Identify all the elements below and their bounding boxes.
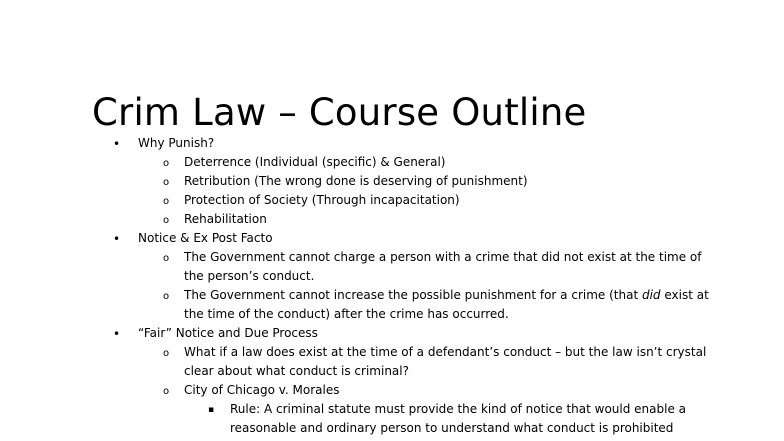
outline-subitem-no-charge-line-1: The Government cannot charge a person with a crime that did not exist at the time of <box>184 250 702 264</box>
outline-item-why-punish: Why Punish? <box>138 136 215 150</box>
bullet-icon: • <box>113 232 121 246</box>
outline-subitem-protection: Protection of Society (Through incapacitation) <box>184 193 460 207</box>
outline-item-fair-notice: “Fair” Notice and Due Process <box>138 326 318 340</box>
sub-bullet-icon: o <box>163 158 170 169</box>
outline-subitem-deterrence: Deterrence (Individual (specific) & General) <box>184 155 446 169</box>
sub-bullet-icon: o <box>163 177 170 188</box>
outline-subsubitem-rule-line-1: Rule: A criminal statute must provide the kind of notice that would enable a <box>230 402 687 416</box>
sub-bullet-icon: o <box>163 348 170 359</box>
outline-subitem-rehabilitation: Rehabilitation <box>184 212 267 226</box>
outline-subitem-no-charge-line-2: the person’s conduct. <box>184 269 315 283</box>
bullet-icon: • <box>113 327 121 341</box>
slide-title: Crim Law – Course Outline <box>92 91 587 134</box>
bullet-icon: • <box>113 137 121 151</box>
outline-subitem-no-increase-line-2: the time of the conduct) after the crime has occurred. <box>184 307 509 321</box>
sub-bullet-icon: o <box>163 196 170 207</box>
sub-bullet-icon: o <box>163 291 170 302</box>
sub-bullet-icon: o <box>163 253 170 264</box>
text-run: The Government cannot increase the possible punishment for a crime (that <box>184 288 642 302</box>
outline-subitem-morales: City of Chicago v. Morales <box>184 383 340 397</box>
outline-subitem-no-increase-line-1 <box>184 286 709 305</box>
square-bullet-icon: ▪ <box>208 405 215 415</box>
sub-bullet-icon: o <box>163 215 170 226</box>
outline-subitem-law-unclear-line-2: clear about what conduct is criminal? <box>184 364 409 378</box>
emphasis-did: did <box>641 288 661 302</box>
outline-item-ex-post-facto: Notice & Ex Post Facto <box>138 231 273 245</box>
outline-subitem-retribution: Retribution (The wrong done is deserving of punishment) <box>184 174 528 188</box>
outline-subsubitem-rule-line-2: reasonable and ordinary person to understand what conduct is prohibited <box>230 421 674 435</box>
text-run: exist at <box>660 288 709 302</box>
sub-bullet-icon: o <box>163 386 170 397</box>
outline-subitem-law-unclear-line-1: What if a law does exist at the time of a defendant’s conduct – but the law isn’t crystal <box>184 345 707 359</box>
